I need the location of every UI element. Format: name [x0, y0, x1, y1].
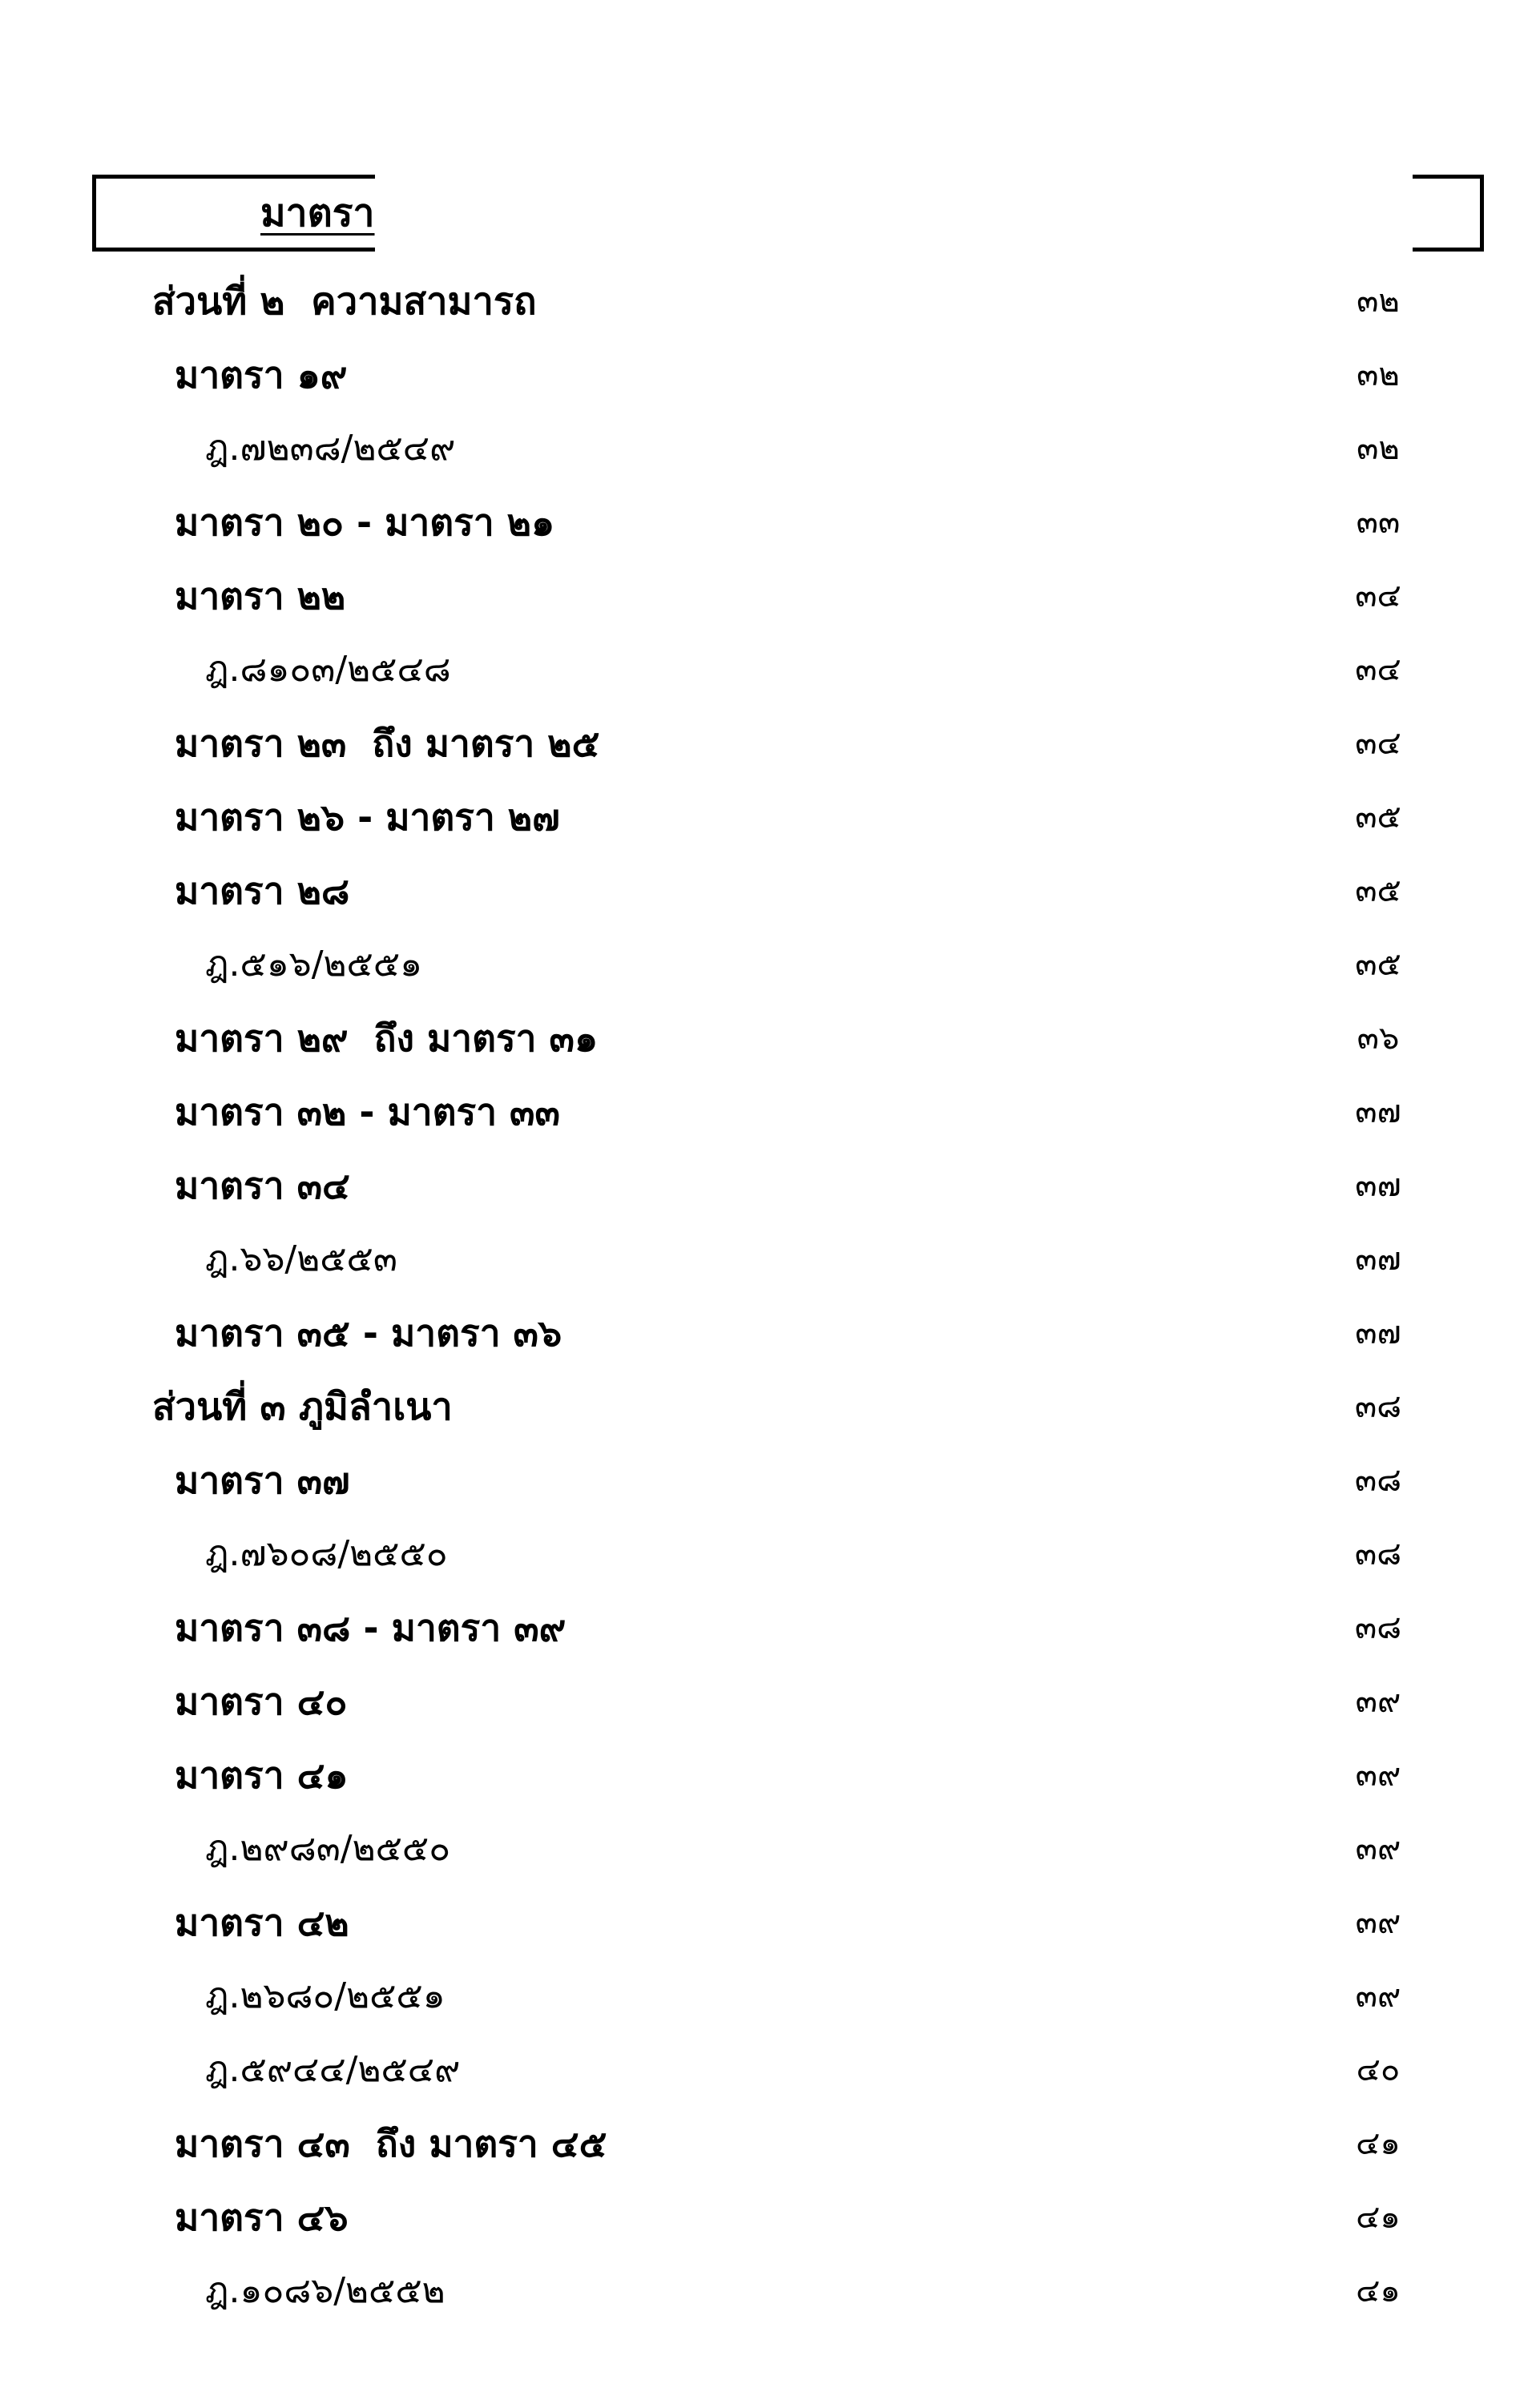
toc-entry-page: ๓๔ — [1355, 651, 1401, 688]
toc-entry-page: ๓๘ — [1354, 1609, 1402, 1646]
toc-entry-label: มาตรา ๓๗ — [175, 1459, 350, 1502]
toc-entry-label: มาตรา ๔๖ — [175, 2196, 349, 2239]
toc-entry-page: ๓๗ — [1355, 1241, 1401, 1278]
toc-entry-label: มาตรา ๒๙ ถึง มาตรา ๓๑ — [175, 1017, 599, 1060]
toc-entry-page: ๓๔ — [1355, 725, 1401, 762]
toc-entry-page: ๓๕ — [1355, 946, 1401, 983]
toc-row-article — [0, 485, 1536, 559]
toc-row-article — [0, 1591, 1536, 1665]
toc-entry-label: มาตรา ๑๙ — [175, 353, 348, 397]
toc-row-article — [0, 1075, 1536, 1149]
toc-entry-label: มาตรา ๔๐ — [175, 1680, 348, 1723]
toc-entry-label: มาตรา ๔๒ — [175, 1901, 349, 1944]
toc-header-box — [92, 175, 1484, 252]
toc-entry-page: ๓๖ — [1357, 1020, 1400, 1057]
toc-entry-label: ฎ.๕๙๔๔/๒๕๔๙ — [205, 2049, 461, 2090]
toc-row-case — [0, 1517, 1536, 1591]
toc-entry-page: ๓๒ — [1357, 356, 1400, 393]
toc-entry-page: ๓๕ — [1355, 799, 1401, 836]
toc-entry-label: ฎ.๑๐๘๖/๒๕๕๒ — [205, 2270, 445, 2311]
toc-entry-label: ส่วนที่ ๓ ภูมิลำเนา — [152, 1384, 453, 1429]
toc-entry-label: ฎ.๖๖/๒๕๕๓ — [205, 1238, 397, 1279]
toc-entry-page: ๓๓ — [1356, 504, 1401, 541]
toc-row-case — [0, 928, 1536, 1001]
toc-entry-label: ฎ.๘๑๐๓/๒๕๔๘ — [205, 649, 451, 690]
toc-entry-label: มาตรา ๒๖ - มาตรา ๒๗ — [175, 795, 560, 839]
toc-row-case — [0, 2033, 1536, 2107]
toc-header-section-column: มาตรา — [260, 191, 375, 236]
toc-entry-label: ฎ.๒๖๘๐/๒๕๕๑ — [205, 1975, 445, 2016]
toc-row-article — [0, 2107, 1536, 2180]
toc-row-article — [0, 854, 1536, 928]
toc-row-case — [0, 1812, 1536, 1886]
toc-entry-label: มาตรา ๔๑ — [175, 1754, 349, 1797]
toc-list — [0, 264, 1536, 2328]
toc-entry-label: มาตรา ๓๒ - มาตรา ๓๓ — [175, 1090, 560, 1134]
toc-row-case — [0, 1222, 1536, 1296]
toc-entry-page: ๓๗ — [1355, 1167, 1401, 1204]
toc-entry-label: มาตรา ๒๓ ถึง มาตรา ๒๕ — [175, 722, 600, 765]
toc-entry-label: มาตรา ๓๘ - มาตรา ๓๙ — [175, 1606, 566, 1649]
toc-row-article — [0, 2180, 1536, 2254]
toc-row-article — [0, 1738, 1536, 1812]
toc-entry-label: มาตรา ๒๒ — [175, 574, 346, 618]
toc-row-article — [0, 338, 1536, 412]
toc-row-case — [0, 412, 1536, 485]
toc-entry-page: ๓๙ — [1355, 1978, 1401, 2015]
toc-entry-page: ๓๕ — [1355, 872, 1401, 909]
toc-row-article — [0, 1001, 1536, 1075]
toc-entry-page: ๓๔ — [1355, 578, 1401, 614]
toc-entry-label: มาตรา ๔๓ ถึง มาตรา ๔๕ — [175, 2122, 607, 2165]
toc-entry-label: ฎ.๕๑๖/๒๕๕๑ — [205, 944, 423, 985]
toc-entry-page: ๓๗ — [1355, 1315, 1401, 1351]
toc-entry-label: ฎ.๗๒๓๘/๒๕๔๙ — [205, 428, 456, 469]
toc-entry-page: ๓๘ — [1354, 1388, 1402, 1425]
toc-row-article — [0, 559, 1536, 633]
toc-row-article — [0, 1296, 1536, 1370]
toc-row-article — [0, 780, 1536, 854]
toc-row-case — [0, 2254, 1536, 2328]
toc-entry-label: ฎ.๒๙๘๓/๒๕๕๐ — [205, 1828, 451, 1869]
toc-entry-page: ๔๑ — [1356, 2273, 1401, 2309]
toc-entry-page: ๔๑ — [1356, 2199, 1401, 2236]
toc-entry-page: ๓๙ — [1355, 1757, 1401, 1794]
toc-entry-page: ๓๙ — [1355, 1830, 1401, 1867]
toc-entry-label: มาตรา ๓๔ — [175, 1164, 350, 1207]
toc-entry-page: ๔๑ — [1356, 2125, 1401, 2162]
toc-entry-page: ๓๘ — [1354, 1462, 1402, 1499]
toc-row-article — [0, 1149, 1536, 1222]
toc-entry-label: ฎ.๗๖๐๘/๒๕๕๐ — [205, 1533, 448, 1574]
toc-row-article — [0, 1444, 1536, 1517]
toc-row-section — [0, 1370, 1536, 1444]
toc-entry-label: ส่วนที่ ๒ ความสามารถ — [152, 279, 537, 324]
toc-entry-page: ๔๐ — [1356, 2052, 1401, 2088]
toc-row-article — [0, 707, 1536, 780]
toc-row-section — [0, 264, 1536, 338]
toc-entry-page: ๓๒ — [1357, 430, 1400, 467]
toc-entry-page: ๓๙ — [1355, 1683, 1401, 1720]
toc-entry-page: ๓๗ — [1355, 1093, 1401, 1130]
toc-entry-label: มาตรา ๒๐ - มาตรา ๒๑ — [175, 501, 555, 544]
toc-row-case — [0, 1959, 1536, 2033]
toc-row-article — [0, 1886, 1536, 1959]
toc-entry-page: ๓๒ — [1357, 283, 1400, 320]
toc-entry-page: ๓๙ — [1355, 1904, 1401, 1941]
toc-entry-label: มาตรา ๓๕ - มาตรา ๓๖ — [175, 1311, 562, 1355]
toc-row-case — [0, 633, 1536, 707]
toc-row-article — [0, 1665, 1536, 1738]
toc-entry-label: มาตรา ๒๘ — [175, 869, 350, 912]
toc-entry-page: ๓๘ — [1354, 1536, 1402, 1572]
